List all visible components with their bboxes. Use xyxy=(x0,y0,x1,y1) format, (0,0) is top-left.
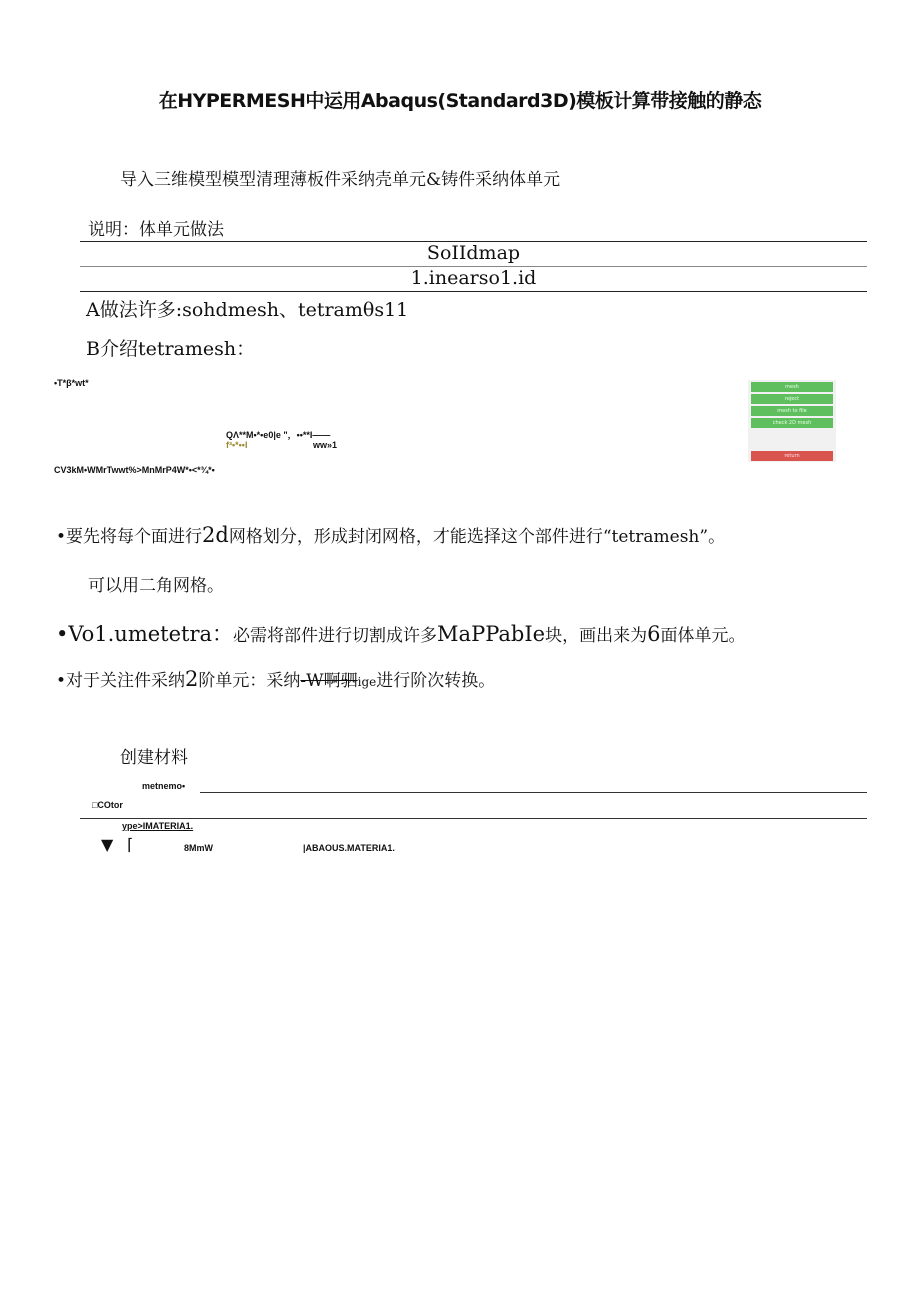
bullet-volume-tetra xyxy=(56,618,745,648)
bullet-2d-suffix: 网格划分，形成封闭网格，才能选择这个部件进行“tetramesh”。 xyxy=(228,527,726,547)
screenshot-label-bottom: CV3kM•WMrTwwt%>MnMrP4W*•<*¾*• xyxy=(54,465,215,475)
table-bottom-rule xyxy=(80,291,867,292)
table-row-1: SoIIdmap xyxy=(426,242,521,264)
type-label: ype>IMATERIA1. xyxy=(122,821,194,831)
bullet-order-num: 2 xyxy=(185,667,199,691)
bullet-order-mid: 阶单元：采纳 xyxy=(198,671,301,691)
bullet-2d-prefix: •要先将每个面进行 xyxy=(56,527,203,547)
check-2d-mesh-button[interactable]: check 2D mesh xyxy=(751,418,833,428)
bracket-icon: ⌈ xyxy=(127,835,134,854)
bullet-2d-mesh xyxy=(56,522,725,547)
bullet-vol-num: 6 xyxy=(647,622,661,646)
create-material-heading: 创建材料 xyxy=(120,748,188,768)
bullet-vol-suffix1: 块，画出来为 xyxy=(545,626,648,646)
bullet-order-suffix: 进行阶次转换。 xyxy=(376,671,496,691)
mesh-panel-image xyxy=(748,380,836,462)
bullet-order-strike: -W啊驷 xyxy=(300,671,358,691)
bullet-vol-mid: 必需将部件进行切割成许多 xyxy=(233,626,438,646)
bullet-order-prefix: •对于关注件采纳 xyxy=(56,671,186,691)
bullet-order-sub: ige xyxy=(357,675,377,689)
bullet-second-order xyxy=(56,666,495,691)
reject-button[interactable]: reject xyxy=(751,394,833,404)
material-name-label: metnemo• xyxy=(142,781,186,791)
triangle-mesh-line: 可以用二角网格。 xyxy=(88,576,224,596)
bullet-2d-big: 2d xyxy=(202,523,229,547)
bullet-vol-prefix: •Vo1.umetetra： xyxy=(56,622,234,646)
screenshot-label-mid-1: QΛ**M•*•e0|e "，••**I—— xyxy=(226,430,331,440)
method-intro-b: B介绍tetramesh： xyxy=(86,338,256,360)
note-label: 说明：体单元做法 xyxy=(88,220,224,240)
card-image-value: |ABAOUS.MATERIA1. xyxy=(303,843,395,853)
intro-paragraph: 导入三维模型模型清理薄板件采纳壳单元&铸件采纳体单元 xyxy=(120,170,561,190)
bullet-vol-suffix2: 面体单元。 xyxy=(660,626,746,646)
screenshot-label-mid-2: f³•*••I xyxy=(226,440,248,450)
form-divider xyxy=(80,818,867,819)
return-button[interactable]: return xyxy=(751,451,833,461)
table-row-2: 1.inearso1.id xyxy=(410,267,537,289)
color-label: □COtor xyxy=(92,800,123,810)
method-list-a: A做法许多:sohdmesh、tetramθs11 xyxy=(86,299,409,321)
mesh-button[interactable]: mesh xyxy=(751,382,833,392)
dropdown-arrow-icon[interactable]: ▼ xyxy=(101,835,114,854)
mesh-to-file-button[interactable]: mesh to file xyxy=(751,406,833,416)
bullet-vol-big: MaPPabIe xyxy=(437,622,546,646)
screenshot-label-top: •T*β*wt* xyxy=(54,378,89,388)
material-name-field[interactable] xyxy=(200,792,867,793)
document-title: 在HYPERMESH中运用Abaqus(Standard3D)模板计算带接触的静态 xyxy=(158,90,762,112)
screenshot-label-mid-3: ww»1 xyxy=(313,440,338,450)
card-image-label: 8MmW xyxy=(184,843,213,853)
